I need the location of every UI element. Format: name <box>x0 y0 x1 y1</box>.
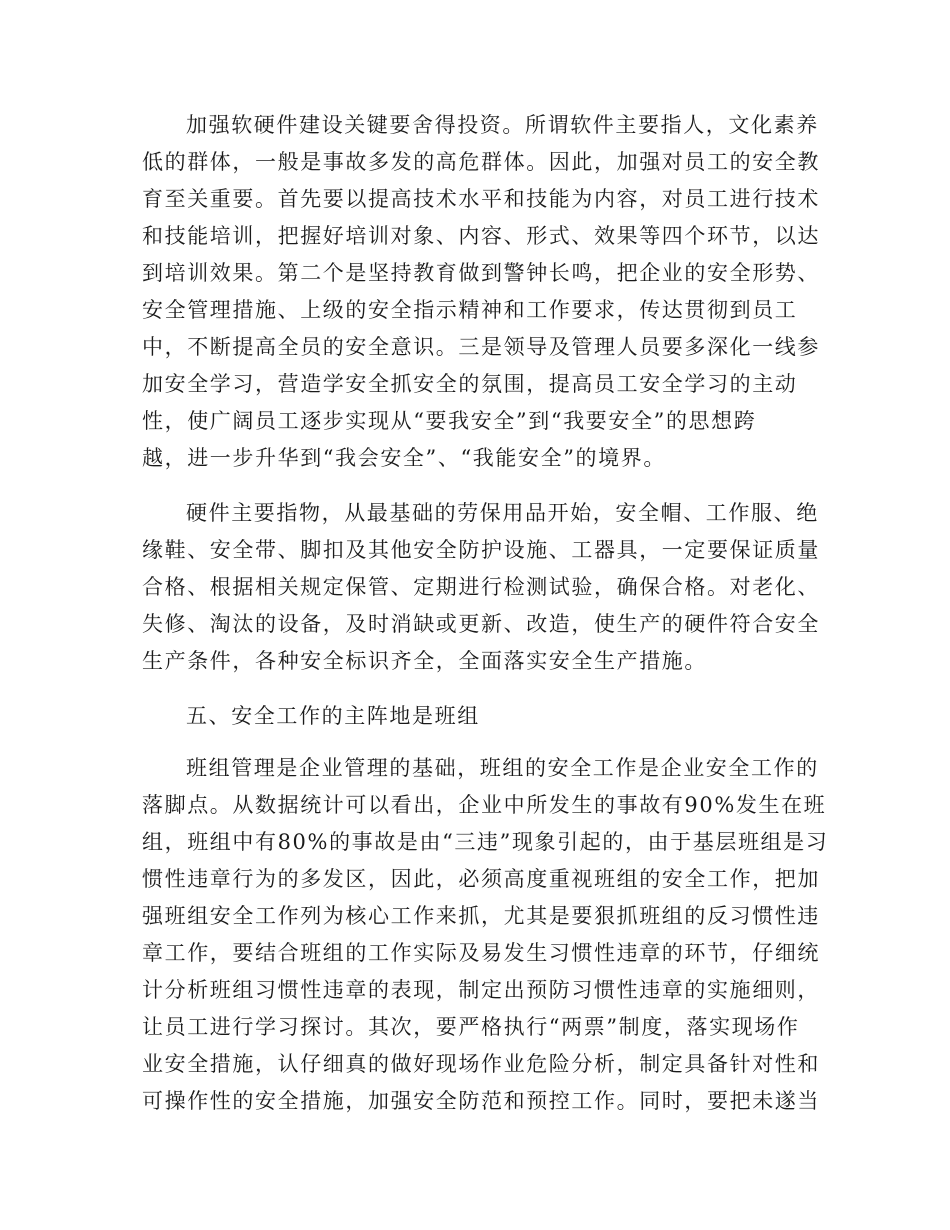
paragraph-1-line: 加安全学习，营造学安全抓安全的氛围，提高员工安全学习的主动 <box>142 372 798 396</box>
paragraph-3-line: 班组管理是企业管理的基础，班组的安全工作是企业安全工作的 <box>186 756 819 780</box>
paragraph-1-line: 育至关重要。首先要以提高技术水平和技能为内容，对员工进行技术 <box>142 187 820 211</box>
paragraph-2-line: 缘鞋、安全带、脚扣及其他安全防护设施、工器具，一定要保证质量 <box>142 538 820 562</box>
paragraph-2-line: 失修、淘汰的设备，及时消缺或更新、改造，使生产的硬件符合安全 <box>142 612 820 636</box>
paragraph-3-line: 计分析班组习惯性违章的表现，制定出预防习惯性违章的实施细则， <box>142 978 820 1002</box>
paragraph-2-line: 生产条件，各种安全标识齐全，全面落实安全生产措施。 <box>142 649 707 673</box>
paragraph-2-line: 硬件主要指物，从最基础的劳保用品开始，安全帽、工作服、绝 <box>186 501 819 525</box>
paragraph-2-line: 合格、根据相关规定保管、定期进行检测试验，确保合格。对老化、 <box>142 575 820 599</box>
paragraph-3-line: 落脚点。从数据统计可以看出，企业中所发生的事故有90%发生在班 <box>142 793 827 817</box>
paragraph-3-line: 业安全措施，认仔细真的做好现场作业危险分析，制定具备针对性和 <box>142 1052 820 1076</box>
paragraph-1-line: 到培训效果。第二个是坚持教育做到警钟长鸣，把企业的安全形势、 <box>142 261 820 285</box>
paragraph-3-line: 让员工进行学习探讨。其次，要严格执行“两票”制度，落实现场作 <box>142 1015 800 1039</box>
paragraph-1-line: 低的群体，一般是事故多发的高危群体。因此，加强对员工的安全教 <box>142 150 820 174</box>
paragraph-3-line: 强班组安全工作列为核心工作来抓，尤其是要狠抓班组的反习惯性违 <box>142 904 820 928</box>
paragraph-3-line: 组，班组中有80%的事故是由“三违”现象引起的，由于基层班组是习 <box>142 830 829 854</box>
paragraph-1-line: 越，进一步升华到“我会安全”、“我能安全”的境界。 <box>142 446 666 470</box>
paragraph-3-line: 惯性违章行为的多发区，因此，必须高度重视班组的安全工作，把加 <box>142 867 820 891</box>
paragraph-1-line: 加强软硬件建设关键要舍得投资。所谓软件主要指人，文化素养 <box>186 113 819 137</box>
paragraph-3-line: 章工作，要结合班组的工作实际及易发生习惯性违章的环节，仔细统 <box>142 941 820 965</box>
paragraph-1-line: 安全管理措施、上级的安全指示精神和工作要求，传达贯彻到员工 <box>142 298 798 322</box>
paragraph-1-line: 中，不断提高全员的安全意识。三是领导及管理人员要多深化一线参 <box>142 335 820 359</box>
paragraph-1-line: 和技能培训，把握好培训对象、内容、形式、效果等四个环节，以达 <box>142 224 820 248</box>
paragraph-1-line: 性，使广阔员工逐步实现从“要我安全”到“我要安全”的思想跨 <box>142 409 757 433</box>
section-heading: 五、安全工作的主阵地是班组 <box>186 704 480 728</box>
paragraph-3-line: 可操作性的安全措施，加强安全防范和预控工作。同时，要把未遂当 <box>142 1089 820 1113</box>
